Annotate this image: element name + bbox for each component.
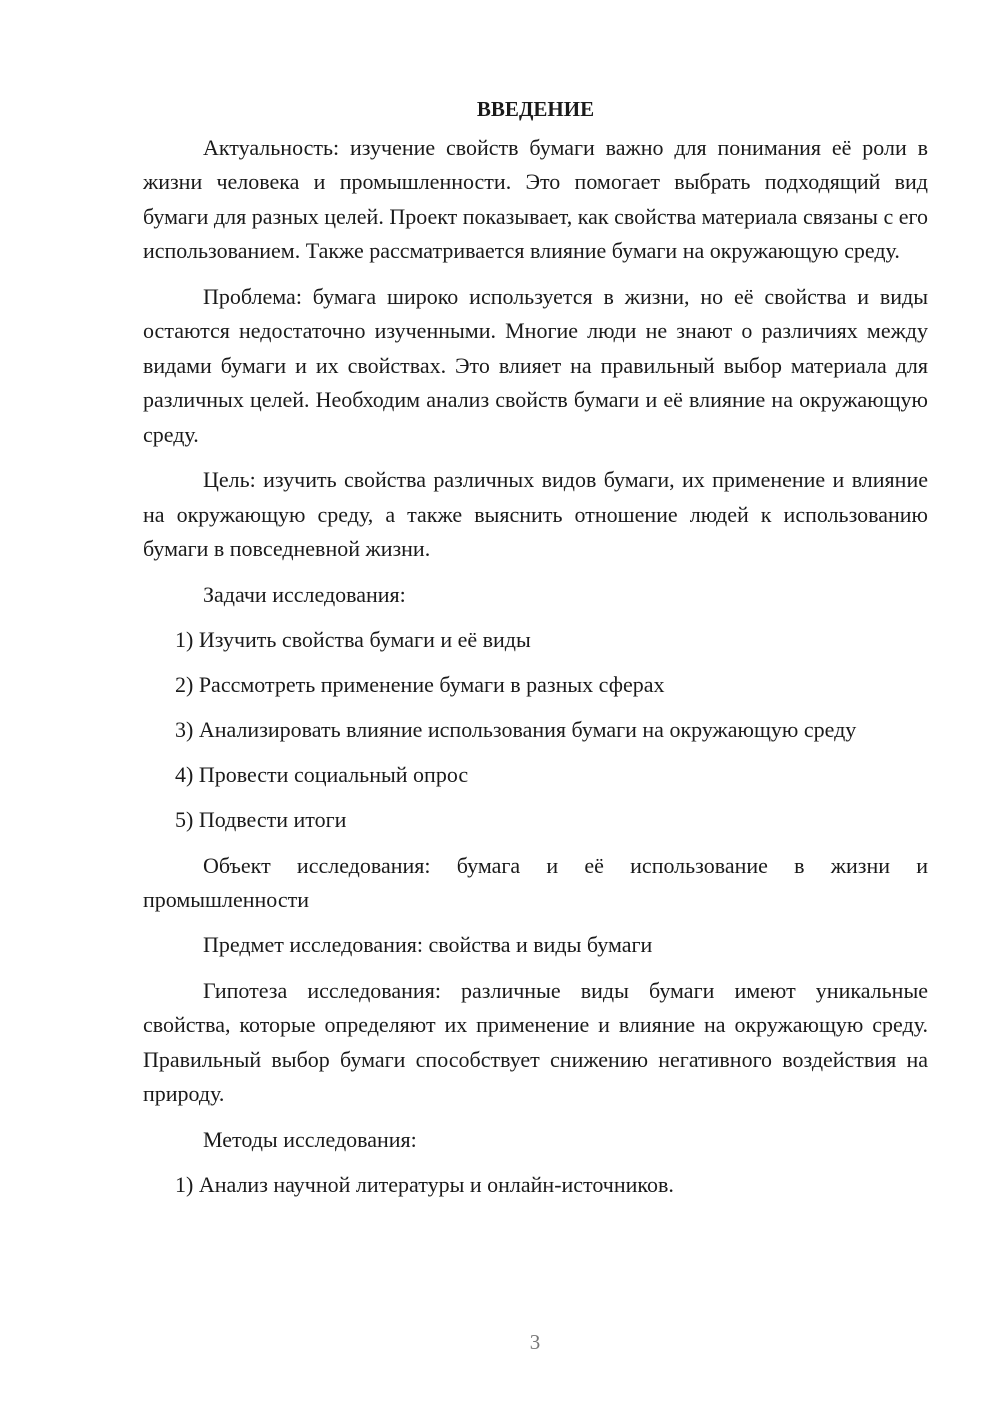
task-item-2: 2) Рассмотреть применение бумаги в разных сферах: [175, 671, 665, 697]
relevance-paragraph: Актуальность: изучение свойств бумаги важно для понимания её роли в жизни человека и промышленности. Это помогает выбрать подходящий вид бумаги для разных целей. Проект показывает, как свойства материала связаны с его использованием. Также рассматривается влияние бумаги на окружающую среду.: [143, 134, 928, 264]
problem-paragraph: Проблема: бумага широко используется в жизни, но её свойства и виды остаются недостаточно изученными. Многие люди не знают о различиях между видами бумаги и их свойствах. Это влияет на правильный выбор материала для различных целей. Необходим анализ свойств бумаги и её влияние на окружающую среду.: [143, 283, 928, 447]
document-body: [143, 92, 928, 1213]
page-number: 3: [529, 1330, 541, 1354]
method-item-1: 1) Анализ научной литературы и онлайн-источников.: [175, 1171, 674, 1197]
task-item-5: 5) Подвести итоги: [175, 807, 347, 833]
methods-heading: Методы исследования:: [203, 1126, 417, 1152]
goal-paragraph: Цель: изучить свойства различных видов бумаги, их применение и влияние на окружающую среду, а также выяснить отношение людей к использованию бумаги в повседневной жизни.: [143, 467, 928, 562]
object-paragraph: Объект исследования: бумага и её использование в жизни и промышленности: [143, 852, 928, 913]
task-item-4: 4) Провести социальный опрос: [175, 762, 469, 788]
hypothesis-paragraph: Гипотеза исследования: различные виды бумаги имеют уникальные свойства, которые определяют их применение и влияние на окружающую среду. Правильный выбор бумаги способствует снижению негативного воздействия на природу.: [143, 977, 928, 1107]
subject-paragraph: Предмет исследования: свойства и виды бумаги: [203, 932, 653, 958]
tasks-heading: Задачи исследования:: [203, 581, 406, 607]
task-item-3: 3) Анализировать влияние использования бумаги на окружающую среду: [175, 717, 857, 743]
task-item-1: 1) Изучить свойства бумаги и её виды: [175, 626, 531, 652]
section-title: ВВЕДЕНИЕ: [476, 97, 595, 121]
